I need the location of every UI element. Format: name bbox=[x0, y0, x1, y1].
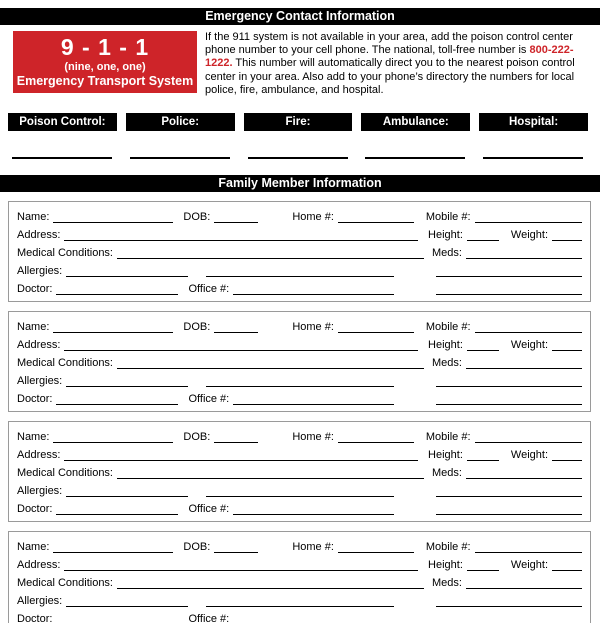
address-label: Address: bbox=[17, 559, 61, 572]
instructions-text-after: This number will automatically direct you to the nearest poison control center in your area. Also add to your phone’s directory the numbers for local police, fire, ambulance, and hospital. bbox=[205, 57, 575, 96]
allergies-blank-line bbox=[66, 386, 188, 387]
weight-label: Weight: bbox=[510, 229, 548, 242]
meds-column bbox=[432, 356, 582, 371]
member-row-allergies bbox=[17, 481, 582, 499]
name-label: Name: bbox=[17, 431, 50, 444]
address-blank-line bbox=[64, 240, 418, 241]
height-blank-line bbox=[467, 350, 499, 351]
dob-blank-line bbox=[214, 442, 258, 443]
name-blank-line bbox=[53, 442, 173, 443]
meds-blank-line-3 bbox=[436, 404, 582, 405]
dob-blank-line bbox=[214, 222, 258, 223]
meds-blank-line bbox=[466, 258, 582, 259]
poison-control-instructions bbox=[205, 31, 590, 97]
mobile-phone-label: Mobile #: bbox=[425, 431, 471, 444]
office-phone-label: Office #: bbox=[188, 503, 230, 516]
member-row-doctor bbox=[17, 499, 582, 517]
medical-conditions-label: Medical Conditions: bbox=[17, 357, 113, 370]
meds-column bbox=[432, 294, 582, 297]
meds-blank-line-2 bbox=[436, 496, 582, 497]
emergency-contact-header bbox=[0, 8, 600, 25]
call-911-number: 9 - 1 - 1 bbox=[60, 34, 150, 60]
name-blank-line bbox=[53, 332, 173, 333]
emergency-contact-title: Emergency Contact Information bbox=[205, 9, 395, 23]
member-row-name bbox=[17, 427, 582, 445]
height-label: Height: bbox=[428, 449, 463, 462]
member-row-name bbox=[17, 207, 582, 225]
dob-label: DOB: bbox=[183, 431, 211, 444]
allergies-blank-line bbox=[66, 496, 188, 497]
family-members bbox=[0, 201, 600, 623]
contact-blank-lines-row bbox=[8, 157, 588, 159]
mobile-phone-label: Mobile #: bbox=[425, 211, 471, 224]
height-label: Height: bbox=[428, 229, 463, 242]
meds-label: Meds: bbox=[432, 577, 462, 590]
allergies-blank-line bbox=[66, 276, 188, 277]
address-label: Address: bbox=[17, 449, 61, 462]
blank-line bbox=[130, 157, 230, 159]
doctor-blank-line bbox=[56, 514, 178, 515]
height-blank-line bbox=[467, 460, 499, 461]
family-member-block bbox=[8, 421, 591, 522]
call-911-box bbox=[13, 31, 197, 93]
home-phone-blank-line bbox=[338, 552, 414, 553]
weight-blank-line bbox=[552, 240, 582, 241]
allergies-blank-line bbox=[66, 606, 188, 607]
doctor-label: Doctor: bbox=[17, 613, 53, 623]
contact-label-hospital: Hospital: bbox=[479, 113, 588, 131]
member-row-doctor bbox=[17, 609, 582, 623]
meds-column bbox=[432, 606, 582, 609]
home-phone-blank-line bbox=[338, 442, 414, 443]
home-phone-label: Home #: bbox=[292, 211, 334, 224]
meds-blank-line-2 bbox=[436, 606, 582, 607]
meds-column bbox=[432, 466, 582, 481]
doctor-label: Doctor: bbox=[17, 503, 53, 516]
weight-blank-line bbox=[552, 570, 582, 571]
medical-conditions-blank-line bbox=[117, 258, 424, 259]
doctor-blank-line bbox=[56, 404, 178, 405]
weight-blank-line bbox=[552, 460, 582, 461]
contact-label-fire: Fire: bbox=[244, 113, 353, 131]
blank-line bbox=[12, 157, 112, 159]
medical-conditions-blank-line bbox=[117, 368, 424, 369]
address-blank-line bbox=[64, 570, 418, 571]
allergies-label: Allergies: bbox=[17, 595, 63, 608]
meds-column bbox=[432, 514, 582, 517]
emergency-info-row bbox=[13, 31, 590, 97]
home-phone-label: Home #: bbox=[292, 541, 334, 554]
fire-blank bbox=[244, 157, 353, 159]
member-row-allergies bbox=[17, 591, 582, 609]
member-row-address bbox=[17, 555, 582, 573]
dob-label: DOB: bbox=[183, 211, 211, 224]
member-row-medical bbox=[17, 573, 582, 591]
weight-blank-line bbox=[552, 350, 582, 351]
allergies-label: Allergies: bbox=[17, 375, 63, 388]
name-blank-line bbox=[53, 222, 173, 223]
height-blank-line bbox=[467, 570, 499, 571]
member-row-medical bbox=[17, 353, 582, 371]
member-row-name bbox=[17, 537, 582, 555]
address-label: Address: bbox=[17, 229, 61, 242]
allergies-label: Allergies: bbox=[17, 265, 63, 278]
dob-label: DOB: bbox=[183, 541, 211, 554]
contact-label-police: Police: bbox=[126, 113, 235, 131]
contact-label-ambulance: Ambulance: bbox=[361, 113, 470, 131]
height-label: Height: bbox=[428, 339, 463, 352]
mobile-phone-label: Mobile #: bbox=[425, 541, 471, 554]
meds-label: Meds: bbox=[432, 467, 462, 480]
meds-column bbox=[432, 386, 582, 389]
contact-label-poison-control: Poison Control: bbox=[8, 113, 117, 131]
mobile-phone-blank-line bbox=[475, 222, 582, 223]
family-member-title: Family Member Information bbox=[218, 176, 382, 191]
weight-label: Weight: bbox=[510, 339, 548, 352]
meds-column bbox=[432, 404, 582, 407]
home-phone-blank-line bbox=[338, 332, 414, 333]
meds-blank-line-2 bbox=[436, 386, 582, 387]
poison-control-blank bbox=[8, 157, 117, 159]
office-phone-label: Office #: bbox=[188, 613, 230, 623]
office-phone-label: Office #: bbox=[188, 283, 230, 296]
medical-conditions-label: Medical Conditions: bbox=[17, 467, 113, 480]
office-phone-label: Office #: bbox=[188, 393, 230, 406]
mobile-phone-blank-line bbox=[475, 442, 582, 443]
allergies-blank-line-2 bbox=[206, 606, 394, 607]
meds-blank-line-3 bbox=[436, 294, 582, 295]
call-911-words: (nine, one, one) bbox=[64, 61, 146, 73]
home-phone-label: Home #: bbox=[292, 321, 334, 334]
family-member-block bbox=[8, 201, 591, 302]
contact-labels-row bbox=[8, 113, 588, 131]
meds-blank-line-3 bbox=[436, 514, 582, 515]
office-phone-blank-line bbox=[233, 514, 394, 515]
hospital-blank bbox=[479, 157, 588, 159]
name-blank-line bbox=[53, 552, 173, 553]
home-phone-blank-line bbox=[338, 222, 414, 223]
weight-label: Weight: bbox=[510, 559, 548, 572]
meds-blank-line bbox=[466, 478, 582, 479]
member-row-name bbox=[17, 317, 582, 335]
member-row-allergies bbox=[17, 261, 582, 279]
allergies-label: Allergies: bbox=[17, 485, 63, 498]
dob-label: DOB: bbox=[183, 321, 211, 334]
mobile-phone-label: Mobile #: bbox=[425, 321, 471, 334]
address-blank-line bbox=[64, 460, 418, 461]
blank-line bbox=[365, 157, 465, 159]
doctor-label: Doctor: bbox=[17, 393, 53, 406]
meds-column bbox=[432, 246, 582, 261]
member-row-allergies bbox=[17, 371, 582, 389]
member-row-medical bbox=[17, 243, 582, 261]
name-label: Name: bbox=[17, 541, 50, 554]
family-member-header bbox=[0, 175, 600, 192]
meds-column bbox=[432, 276, 582, 279]
address-label: Address: bbox=[17, 339, 61, 352]
member-row-doctor bbox=[17, 279, 582, 297]
meds-blank-line bbox=[466, 368, 582, 369]
medical-conditions-blank-line bbox=[117, 588, 424, 589]
dob-blank-line bbox=[214, 332, 258, 333]
member-row-medical bbox=[17, 463, 582, 481]
family-member-block bbox=[8, 531, 591, 623]
medical-conditions-blank-line bbox=[117, 478, 424, 479]
poison-control-phone-number: 800-222-1222. bbox=[205, 44, 574, 70]
blank-line bbox=[483, 157, 583, 159]
name-label: Name: bbox=[17, 211, 50, 224]
allergies-blank-line-2 bbox=[206, 496, 394, 497]
police-blank bbox=[126, 157, 235, 159]
name-label: Name: bbox=[17, 321, 50, 334]
member-row-address bbox=[17, 335, 582, 353]
height-label: Height: bbox=[428, 559, 463, 572]
meds-column bbox=[432, 496, 582, 499]
office-phone-blank-line bbox=[233, 294, 394, 295]
member-row-address bbox=[17, 445, 582, 463]
medical-conditions-label: Medical Conditions: bbox=[17, 577, 113, 590]
family-member-block bbox=[8, 311, 591, 412]
medical-conditions-label: Medical Conditions: bbox=[17, 247, 113, 260]
blank-line bbox=[248, 157, 348, 159]
meds-blank-line bbox=[466, 588, 582, 589]
allergies-blank-line-2 bbox=[206, 386, 394, 387]
meds-label: Meds: bbox=[432, 357, 462, 370]
call-911-system: Emergency Transport System bbox=[16, 74, 194, 88]
address-blank-line bbox=[64, 350, 418, 351]
mobile-phone-blank-line bbox=[475, 552, 582, 553]
office-phone-blank-line bbox=[233, 404, 394, 405]
meds-label: Meds: bbox=[432, 247, 462, 260]
dob-blank-line bbox=[214, 552, 258, 553]
doctor-blank-line bbox=[56, 294, 178, 295]
meds-blank-line-2 bbox=[436, 276, 582, 277]
ambulance-blank bbox=[361, 157, 470, 159]
instructions-text-before: If the 911 system is not available in your area, add the poison control center phone number to your cell phone. The national, toll-free number is bbox=[205, 31, 573, 57]
member-row-doctor bbox=[17, 389, 582, 407]
weight-label: Weight: bbox=[510, 449, 548, 462]
mobile-phone-blank-line bbox=[475, 332, 582, 333]
member-row-address bbox=[17, 225, 582, 243]
allergies-blank-line-2 bbox=[206, 276, 394, 277]
home-phone-label: Home #: bbox=[292, 431, 334, 444]
doctor-label: Doctor: bbox=[17, 283, 53, 296]
meds-column bbox=[432, 576, 582, 591]
height-blank-line bbox=[467, 240, 499, 241]
